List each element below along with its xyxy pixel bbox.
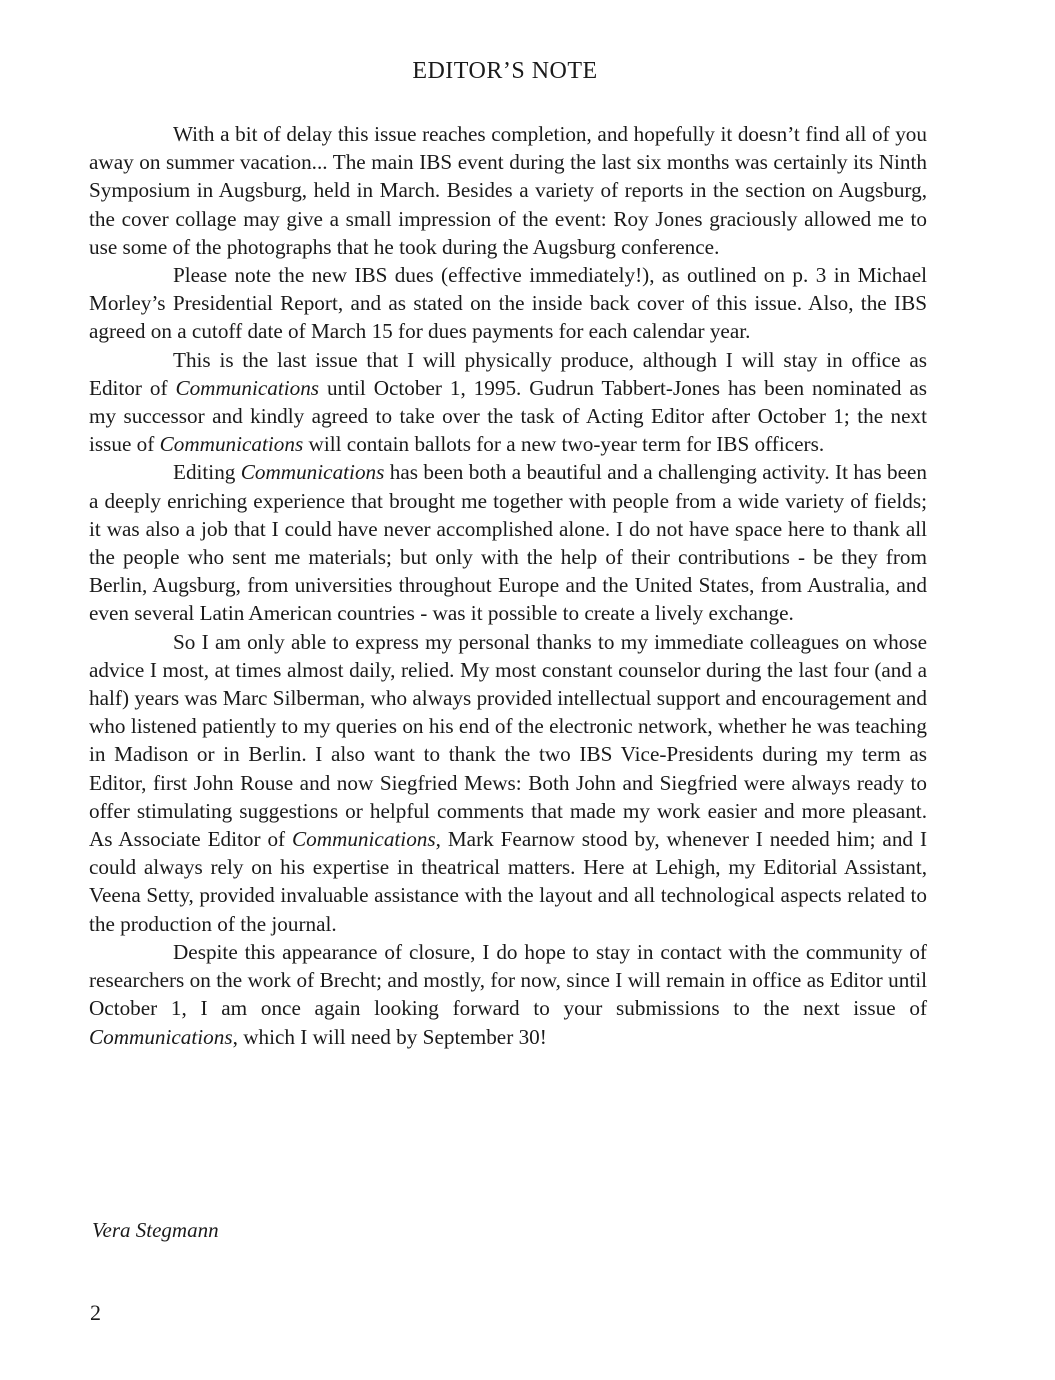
paragraph-text: This is the last issue that I will physically produce, although I will stay in office as Editor of: [89, 347, 927, 400]
page-title: EDITOR’S NOTE: [412, 58, 598, 84]
paragraph-text: , which I will need by September 30!: [232, 1024, 547, 1049]
journal-title: Communications: [159, 432, 304, 457]
journal-title: Communications: [175, 375, 320, 400]
paragraph-2: [89, 261, 927, 346]
paragraph-text: Please note the new IBS dues (effective immediately!), as outlined on p. 3 in Michael Morley’s Presidential Report, and as stated on the inside back cover of this issue. Also, the IBS agreed on a cutoff date of March 15 for dues payments for each calendar year.: [89, 263, 927, 344]
editor-note-body: [89, 120, 927, 1051]
paragraph-text: , Mark Fearnow stood by, whenever I needed him; and I could always rely on his expertise in theatrical matters. Here at Lehigh, my Editorial Assistant, Veena Setty, provided invaluable assistance with the layout and all technological aspects related to the production of the journal.: [89, 827, 927, 936]
journal-title: Communications: [292, 827, 436, 852]
journal-title: Communications: [240, 460, 385, 485]
paragraph-text: has been both a beautiful and a challenging activity. It has been a deeply enriching experience that brought me together with people from a wide variety of fields; it was also a job that I could have never accomplished alone. I do not have space here to thank all the people who sent me materials; but only with the help of their contributions - be they from Berlin, Augsburg, from universities throughout Europe and the United States, from Australia, and even several Latin American countries - was it possible to create a lively exchange.: [89, 460, 927, 626]
paragraph-text: Editing: [173, 460, 241, 485]
paragraph-4: [89, 458, 927, 627]
paragraph-1: [89, 120, 927, 261]
paragraph-6: [89, 938, 927, 1051]
paragraph-5: [89, 628, 927, 938]
journal-title: Communications: [89, 1024, 233, 1049]
paragraph-text: until October 1, 1995. Gudrun Tabbert-Jones has been nominated as my successor and kindly agreed to take over the task of Acting Editor after October 1; the next issue of: [89, 375, 928, 457]
page-number: 2: [90, 1300, 101, 1325]
paragraph-text: With a bit of delay this issue reaches completion, and hopefully it doesn’t find all of you away on summer vacation... The main IBS event during the last six months was certainly its Ninth Symposium in Augsburg, held in March. Besides a variety of reports in the section on Augsburg, the cover collage may give a small impression of the event: Roy Jones graciously allowed me to use some of the photographs that he took during the Augsburg conference.: [89, 122, 927, 259]
paragraph-text: will contain ballots for a new two-year term for IBS officers.: [303, 432, 825, 457]
paragraph-text: Despite this appearance of closure, I do hope to stay in contact with the community of researchers on the work of Brecht; and mostly, for now, since I will remain in office as Editor until October 1, I am once again looking forward to your submissions to the next issue of: [89, 939, 927, 1021]
paragraph-3: [89, 346, 927, 459]
author-signature: Vera Stegmann: [92, 1218, 219, 1242]
paragraph-text: So I am only able to express my personal thanks to my immediate colleagues on whose advice I most, at times almost daily, relied. My most constant counselor during the last four (and a half) years was Marc Silberman, who always provided intellectual support and encouragement and who listened patiently to my queries on his end of the electronic network, whether he was teaching in Madison or in Berlin. I also want to thank the two IBS Vice-Presidents during my term as Editor, first John Rouse and now Siegfried Mews: Both John and Siegfried were always ready to offer stimulating suggestions or helpful comments that made my work easier and more pleasant. As Associate Editor of: [89, 629, 927, 852]
